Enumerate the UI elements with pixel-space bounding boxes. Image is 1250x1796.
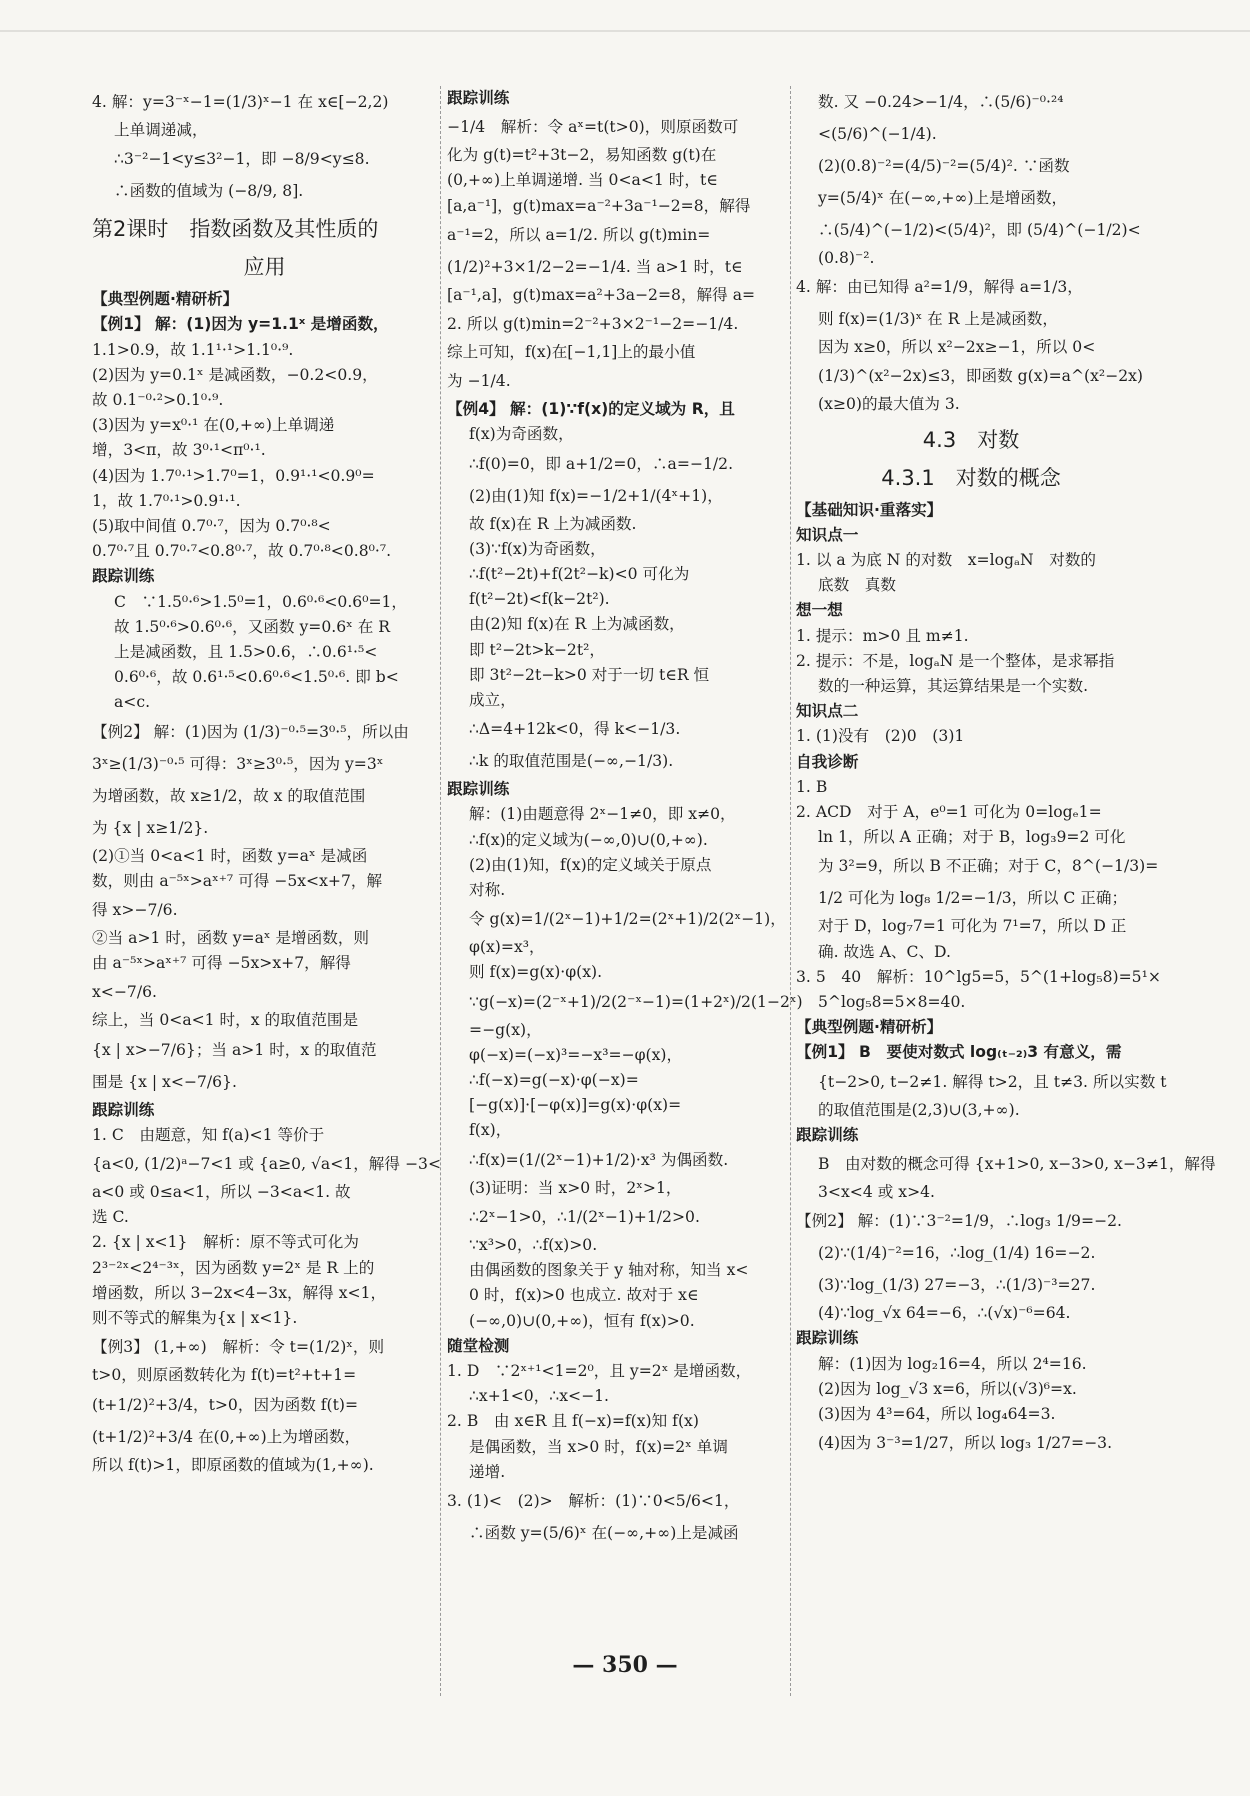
- col3-text-line: (4)因为 3⁻³=1/27，所以 log₃ 1/27=−3.: [818, 1434, 1113, 1453]
- col1-text-line: ∴函数的值域为 (−8/9, 8].: [114, 182, 304, 201]
- col2-text-line: f(x)为奇函数，: [469, 425, 574, 444]
- col1-text-line: 1. C 由题意，知 f(a)<1 等价于: [92, 1125, 325, 1144]
- col3-text-line: {t−2>0, t−2≠1. 解得 t>2，且 t≠3. 所以实数 t: [818, 1072, 1167, 1091]
- col1-text-line: 综上，当 0<a<1 时，x 的取值范围是: [92, 1011, 359, 1030]
- col3-text-line: ln 1，所以 A 正确；对于 B，log₃9=2 可化: [818, 828, 1126, 847]
- col1-text-line: t>0，则原函数转化为 f(t)=t²+t+1=: [92, 1366, 357, 1385]
- col2-text-line: [a,a⁻¹]，g(t)max=a⁻²+3a⁻¹−2=8，解得: [447, 196, 751, 215]
- col3-text-line: 确. 故选 A、C、D.: [818, 942, 951, 961]
- col3-text-line: (3)∵log_(1/3) 27=−3，∴(1/3)⁻³=27.: [818, 1276, 1096, 1295]
- col1-text-line: 围是 {x | x<−7/6}.: [92, 1072, 237, 1091]
- col3-text-line: 解：(1)因为 log₂16=4，所以 2⁴=16.: [818, 1354, 1087, 1373]
- col2-text-line: −1/4 解析：令 aˣ=t(t>0)，则原函数可: [447, 118, 739, 137]
- col3-text-line: (x≥0)的最大值为 3.: [818, 395, 960, 414]
- col3-text-line: (4)∵log_√x 64=−6，∴(√x)⁻⁶=64.: [818, 1304, 1071, 1323]
- col2-text-line: 递增.: [469, 1462, 506, 1481]
- col2-text-line: 跟踪训练: [447, 89, 510, 107]
- col1-text-line: 【例3】 (1,+∞) 解析：令 t=(1/2)ˣ，则: [92, 1338, 385, 1357]
- col3-text-line: 【例1】 B 要使对数式 log₍ₜ₋₂₎3 有意义，需: [796, 1043, 1122, 1062]
- col3-text-line: 4.3 对数: [922, 427, 1020, 452]
- col2-text-line: =−g(x)，: [469, 1020, 542, 1039]
- col1-text-line: {x | x>−7/6}；当 a>1 时，x 的取值范: [92, 1040, 377, 1059]
- col3-text-line: (3)因为 4³=64，所以 log₄64=3.: [818, 1405, 1056, 1424]
- col2-text-line: 2. 所以 g(t)min=2⁻²+3×2⁻¹−2=−1/4.: [447, 315, 739, 334]
- col1-text-line: {a<0, (1/2)ᵃ−7<1 或 {a≥0, √a<1，解得 −3<: [92, 1155, 442, 1174]
- col2-text-line: ∴Δ=4+12k<0，得 k<−1/3.: [469, 720, 681, 739]
- col3-text-line: 1. 提示：m>0 且 m≠1.: [796, 626, 969, 645]
- col2-text-line: 故 f(x)在 R 上为减函数.: [469, 514, 637, 533]
- col2-text-line: ∵g(−x)=(2⁻ˣ+1)/2(2⁻ˣ−1)=(1+2ˣ)/2(1−2ˣ): [469, 992, 803, 1011]
- col3-text-line: 自我诊断: [796, 752, 859, 771]
- col3-text-line: 为 3²=9，所以 B 不正确；对于 C，8^(−1/3)=: [818, 857, 1159, 876]
- col2-text-line: φ(x)=x³，: [469, 938, 545, 957]
- col1-text-line: 1，故 1.7⁰·¹>0.9¹·¹.: [92, 491, 241, 510]
- col1-text-line: 所以 f(t)>1，即原函数的值域为(1,+∞).: [92, 1455, 374, 1474]
- col1-text-line: 3ˣ≥(1/3)⁻⁰·⁵ 可得：3ˣ≥3⁰·⁵，因为 y=3ˣ: [92, 754, 384, 773]
- col1-text-line: 故 1.5⁰·⁶>0.6⁰·⁶，又函数 y=0.6ˣ 在 R: [114, 617, 390, 636]
- col2-text-line: a⁻¹=2，所以 a=1/2. 所以 g(t)min=: [447, 225, 711, 244]
- col3-text-line: 对于 D，log₇7=1 可化为 7¹=7，所以 D 正: [818, 917, 1127, 936]
- col1-text-line: ②当 a>1 时，函数 y=aˣ 是增函数，则: [92, 929, 370, 948]
- col3-text-line: 知识点一: [796, 525, 859, 544]
- col1-text-line: (5)取中间值 0.7⁰·⁷，因为 0.7⁰·⁸<: [92, 517, 331, 536]
- col2-text-line: 为 −1/4.: [447, 372, 511, 391]
- col3-text-line: 2. 提示：不是，logₐN 是一个整体，是求幂指: [796, 651, 1115, 670]
- col2-text-line: 0 时，f(x)>0 也成立. 故对于 x∈: [469, 1286, 699, 1305]
- column-middle: [447, 86, 803, 1549]
- col2-text-line: 即 t²−2t>k−2t²，: [469, 640, 605, 659]
- col2-text-line: (2)由(1)知，f(x)的定义域关于原点: [469, 855, 712, 874]
- col2-text-line: (3)证明：当 x>0 时，2ˣ>1，: [469, 1178, 682, 1197]
- col1-text-line: 得 x>−7/6.: [92, 901, 178, 920]
- col3-text-line: 数. 又 −0.24>−1/4，∴(5/6)⁻⁰·²⁴: [818, 93, 1064, 111]
- col2-text-line: (0,+∞)上单调递增. 当 0<a<1 时，t∈: [447, 171, 718, 190]
- col2-text-line: 令 g(x)=1/(2ˣ−1)+1/2=(2ˣ+1)/2(2ˣ−1)，: [469, 910, 786, 929]
- col3-text-line: 3<x<4 或 x>4.: [818, 1183, 936, 1202]
- col3-text-line: (2)∵(1/4)⁻²=16，∴log_(1/4) 16=−2.: [818, 1244, 1096, 1263]
- column-right: [796, 86, 1216, 1459]
- col1-text-line: 上是减函数，且 1.5>0.6，∴0.6¹·⁵<: [114, 643, 378, 662]
- col1-text-line: 由 a⁻⁵ˣ>aˣ⁺⁷ 可得 −5x>x+7，解得: [92, 954, 351, 973]
- col2-text-line: ∴f(t²−2t)+f(2t²−k)<0 可化为: [469, 565, 690, 584]
- col3-text-line: 底数 真数: [818, 576, 896, 595]
- col2-text-line: (1/2)²+3×1/2−2=−1/4. 当 a>1 时，t∈: [447, 257, 743, 276]
- col2-text-line: ∴2ˣ−1>0，∴1/(2ˣ−1)+1/2>0.: [469, 1207, 700, 1226]
- col1-text-line: a<0 或 0≤a<1，所以 −3<a<1. 故: [92, 1183, 351, 1202]
- col3-text-line: 4. 解：由已知得 a²=1/9，解得 a=1/3，: [796, 278, 1083, 297]
- col3-text-line: 数的一种运算，其运算结果是一个实数.: [818, 677, 1089, 696]
- col3-text-line: (0.8)⁻².: [818, 249, 875, 267]
- col2-text-line: 成立，: [469, 691, 516, 710]
- col2-text-line: 即 3t²−2t−k>0 对于一切 t∈R 恒: [469, 665, 710, 684]
- col1-text-line: (2)①当 0<a<1 时，函数 y=aˣ 是减函: [92, 846, 368, 865]
- col1-text-line: 数，则由 a⁻⁵ˣ>aˣ⁺⁷ 可得 −5x<x+7，解: [92, 871, 383, 890]
- col2-text-line: 【例4】 解：(1)∵f(x)的定义域为 R，且: [447, 400, 735, 419]
- col2-text-line: 由(2)知 f(x)在 R 上为减函数，: [469, 615, 685, 634]
- col2-text-line: ∴f(x)的定义域为(−∞,0)∪(0,+∞).: [469, 830, 708, 849]
- col3-text-line: 想一想: [796, 601, 843, 620]
- col1-text-line: C ∵1.5⁰·⁶>1.5⁰=1，0.6⁰·⁶<0.6⁰=1，: [114, 592, 408, 611]
- col1-text-line: x<−7/6.: [92, 983, 157, 1002]
- column-divider: [790, 86, 791, 1696]
- column-divider: [440, 86, 441, 1696]
- col3-text-line: 跟踪训练: [796, 1329, 859, 1348]
- col2-text-line: ∴f(0)=0，即 a+1/2=0，∴a=−1/2.: [469, 454, 734, 473]
- col1-text-line: 4. 解：y=3⁻ˣ−1=(1/3)ˣ−1 在 x∈[−2,2): [92, 93, 389, 111]
- col3-text-line: 的取值范围是(2,3)∪(3,+∞).: [818, 1100, 1020, 1119]
- col1-text-line: 0.7⁰·⁷且 0.7⁰·⁷<0.8⁰·⁷，故 0.7⁰·⁸<0.8⁰·⁷.: [92, 542, 392, 561]
- col3-text-line: 知识点二: [796, 702, 859, 721]
- col2-text-line: [−g(x)]·[−φ(x)]=g(x)·φ(x)=: [469, 1096, 682, 1115]
- col3-text-line: 则 f(x)=(1/3)ˣ 在 R 上是减函数，: [818, 310, 1058, 329]
- col3-text-line: 4.3.1 对数的概念: [881, 465, 1061, 490]
- col1-text-line: ∴3⁻²−1<y≤3²−1，即 −8/9<y≤8.: [114, 150, 370, 169]
- col3-text-line: 3. 5 40 解析：10^lg5=5，5^(1+log₅8)=5¹×: [796, 967, 1161, 986]
- col1-text-line: (3)因为 y=x⁰·¹ 在(0,+∞)上单调递: [92, 416, 335, 435]
- col3-text-line: <(5/6)^(−1/4).: [818, 125, 937, 143]
- col2-text-line: 3. (1)< (2)> 解析：(1)∵0<5/6<1，: [447, 1491, 740, 1510]
- col2-text-line: 由偶函数的图象关于 y 轴对称，知当 x<: [469, 1261, 749, 1280]
- col3-text-line: 【例2】 解：(1)∵3⁻²=1/9，∴log₃ 1/9=−2.: [796, 1212, 1122, 1231]
- col3-text-line: (1/3)^(x²−2x)≤3，即函数 g(x)=a^(x²−2x): [818, 367, 1144, 386]
- col3-text-line: ∴(5/4)^(−1/2)<(5/4)²，即 (5/4)^(−1/2)<: [818, 221, 1141, 239]
- col2-text-line: 随堂检测: [447, 1336, 510, 1355]
- col2-text-line: 综上可知，f(x)在[−1,1]上的最小值: [447, 343, 696, 362]
- col2-text-line: (2)由(1)知 f(x)=−1/2+1/(4ˣ+1)，: [469, 486, 723, 505]
- col1-text-line: 0.6⁰·⁶，故 0.6¹·⁵<0.6⁰·⁶<1.5⁰·⁶. 即 b<: [114, 668, 399, 687]
- col3-text-line: 跟踪训练: [796, 1125, 859, 1144]
- col1-text-line: 跟踪训练: [92, 567, 155, 586]
- col2-text-line: 化为 g(t)=t²+3t−2，易知函数 g(t)在: [447, 146, 717, 165]
- col2-text-line: 对称.: [469, 881, 506, 900]
- col1-text-line: 应用: [243, 255, 286, 280]
- col2-text-line: 1. D ∵2ˣ⁺¹<1=2⁰，且 y=2ˣ 是增函数，: [447, 1361, 752, 1380]
- col2-text-line: [a⁻¹,a]，g(t)max=a²+3a−2=8，解得 a=: [447, 285, 756, 304]
- col1-text-line: 则不等式的解集为{x | x<1}.: [92, 1309, 298, 1328]
- col3-text-line: 1. 以 a 为底 N 的对数 x=logₐN 对数的: [796, 551, 1097, 570]
- col1-text-line: 上单调递减，: [114, 121, 208, 139]
- col1-text-line: 跟踪训练: [92, 1100, 155, 1119]
- col1-text-line: (4)因为 1.7⁰·¹>1.7⁰=1，0.9¹·¹<0.9⁰=: [92, 466, 375, 485]
- col3-text-line: 1. (1)没有 (2)0 (3)1: [796, 727, 965, 746]
- col2-text-line: f(t²−2t)<f(k−2t²).: [469, 590, 610, 609]
- col1-text-line: 选 C.: [92, 1208, 129, 1227]
- col1-text-line: (t+1/2)²+3/4，t>0，因为函数 f(t)=: [92, 1395, 359, 1414]
- top-border: [0, 30, 1250, 32]
- col1-text-line: 2. {x | x<1} 解析：原不等式可化为: [92, 1233, 359, 1252]
- col2-text-line: ∴f(x)=(1/(2ˣ−1)+1/2)·x³ 为偶函数.: [469, 1150, 729, 1169]
- col1-text-line: 增，3<π，故 3⁰·¹<π⁰·¹.: [92, 441, 266, 460]
- col2-text-line: (−∞,0)∪(0,+∞)，恒有 f(x)>0.: [469, 1311, 695, 1330]
- col2-text-line: ∴x+1<0，∴x<−1.: [469, 1387, 610, 1406]
- col1-text-line: 为增函数，故 x≥1/2，故 x 的取值范围: [92, 786, 366, 805]
- col2-text-line: 则 f(x)=g(x)·φ(x).: [469, 963, 603, 982]
- col2-text-line: 跟踪训练: [447, 780, 510, 799]
- col3-text-line: (2)因为 log_√3 x=6，所以(√3)⁶=x.: [818, 1379, 1077, 1398]
- col3-text-line: 2. ACD 对于 A，e⁰=1 可化为 0=logₑ1=: [796, 803, 1102, 822]
- col2-text-line: f(x)，: [469, 1121, 512, 1140]
- col1-text-line: 1.1>0.9，故 1.1¹·¹>1.1⁰·⁹.: [92, 340, 294, 359]
- col2-text-line: φ(−x)=(−x)³=−x³=−φ(x)，: [469, 1045, 683, 1064]
- col2-text-line: ∵x³>0，∴f(x)>0.: [469, 1235, 598, 1254]
- col3-text-line: 1/2 可化为 log₈ 1/2=−1/3，所以 C 正确；: [818, 889, 1128, 908]
- col3-text-line: B 由对数的概念可得 {x+1>0, x−3>0, x−3≠1，解得: [818, 1155, 1216, 1174]
- col1-text-line: 为 {x | x≥1/2}.: [92, 818, 209, 837]
- col3-text-line: 【典型例题·精研析】: [796, 1018, 943, 1037]
- col3-text-line: 5^log₅8=5×8=40.: [818, 993, 966, 1012]
- col3-text-line: (2)(0.8)⁻²=(4/5)⁻²=(5/4)². ∵函数: [818, 157, 1070, 175]
- column-left: [92, 86, 442, 1478]
- col2-text-line: 是偶函数，当 x>0 时，f(x)=2ˣ 单调: [469, 1437, 728, 1456]
- col2-text-line: 解：(1)由题意得 2ˣ−1≠0，即 x≠0，: [469, 805, 736, 824]
- col1-text-line: 故 0.1⁻⁰·²>0.1⁰·⁹.: [92, 391, 224, 410]
- col1-text-line: (2)因为 y=0.1ˣ 是减函数，−0.2<0.9，: [92, 365, 378, 384]
- col1-text-line: a<c.: [114, 693, 151, 712]
- page-number: — 350 —: [572, 1652, 678, 1678]
- col3-text-line: y=(5/4)ˣ 在(−∞,+∞)上是增函数，: [818, 189, 1068, 207]
- col1-text-line: 【例2】 解：(1)因为 (1/3)⁻⁰·⁵=3⁰·⁵，所以由: [92, 722, 409, 741]
- col2-text-line: (3)∵f(x)为奇函数，: [469, 539, 606, 558]
- col3-text-line: 因为 x≥0，所以 x²−2x≥−1，所以 0<: [818, 338, 1096, 357]
- col2-text-line: ∴k 的取值范围是(−∞,−1/3).: [469, 752, 674, 771]
- col1-text-line: 2³⁻²ˣ<2⁴⁻³ˣ，因为函数 y=2ˣ 是 R 上的: [92, 1258, 375, 1277]
- col1-text-line: 第2课时 指数函数及其性质的: [92, 217, 379, 242]
- col1-text-line: 增函数，所以 3−2x<4−3x，解得 x<1，: [92, 1283, 387, 1302]
- col1-text-line: 【例1】 解：(1)因为 y=1.1ˣ 是增函数，: [92, 315, 389, 334]
- col3-text-line: 1. B: [796, 777, 828, 796]
- col2-text-line: ∴函数 y=(5/6)ˣ 在(−∞,+∞)上是减函: [469, 1523, 739, 1542]
- col2-text-line: 2. B 由 x∈R 且 f(−x)=f(x)知 f(x): [447, 1412, 699, 1431]
- col1-text-line: 【典型例题·精研析】: [92, 290, 239, 309]
- col2-text-line: ∴f(−x)=g(−x)·φ(−x)=: [469, 1071, 639, 1090]
- col3-text-line: 【基础知识·重落实】: [796, 500, 943, 519]
- col1-text-line: (t+1/2)²+3/4 在(0,+∞)上为增函数，: [92, 1427, 361, 1446]
